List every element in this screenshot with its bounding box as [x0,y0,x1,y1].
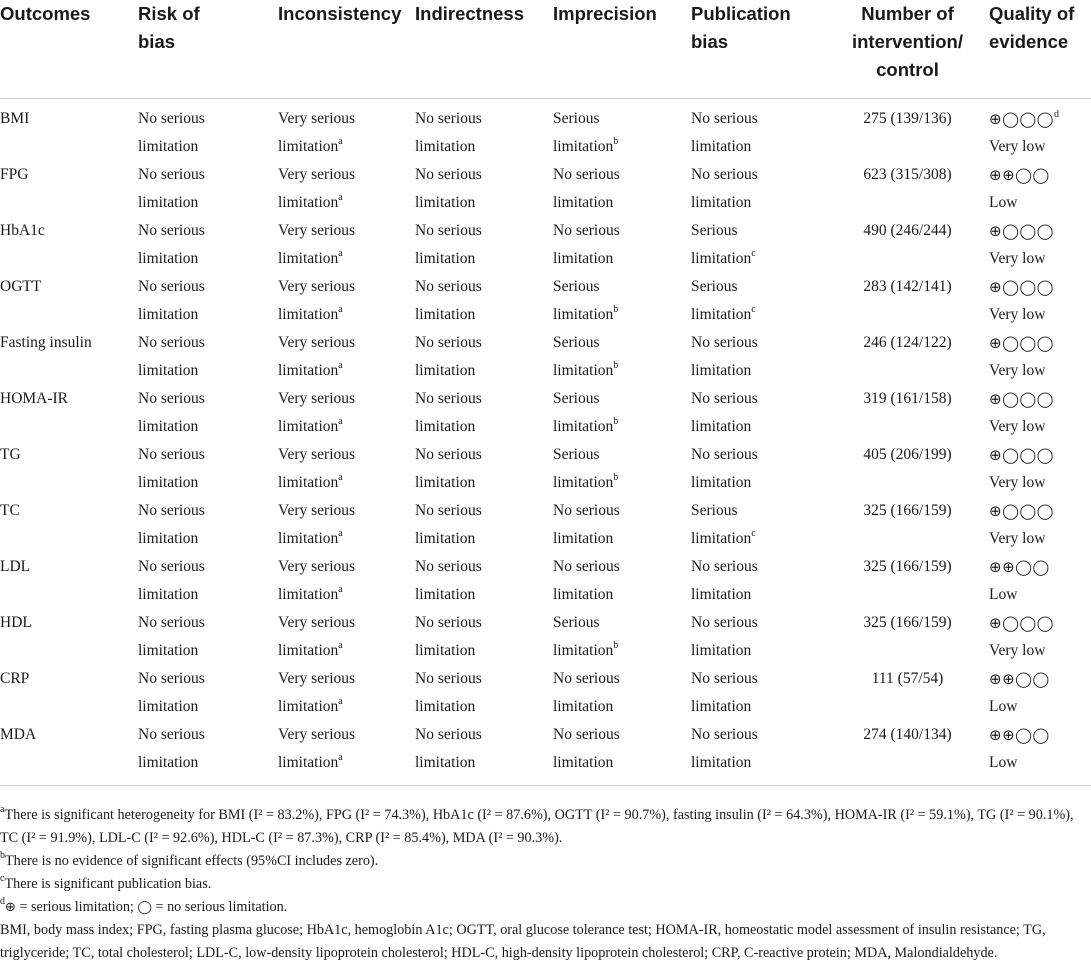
quality-cell: ⊕◯◯◯ Very low [989,614,1054,659]
footnote-mark: d [1053,108,1059,120]
imprecision-cell: Serious limitation$^b$ [553,278,619,323]
quality-cell: ⊕◯◯◯ Very low [989,502,1054,547]
table-row [0,497,1091,553]
inconsistency-cell: Very serious limitation$^a$ [278,110,356,155]
indirectness-cell: No serious limitation [415,670,482,715]
imprecision-cell: No serious limitation [553,721,691,786]
quality-symbols: ⊕⊕◯◯ [989,558,1050,576]
outcome-cell: HOMA-IR [0,390,69,407]
footnote-mark: a [338,639,343,651]
quality-symbols: ⊕◯◯◯ [989,446,1054,464]
quality-cell: ⊕⊕◯◯ Low [989,721,1091,786]
footnote-b: $^b$There is no evidence of significant effects (95%CI includes zero). [0,850,379,869]
outcome-cell: CRP [0,670,30,687]
quality-cell: ⊕◯◯◯ Very low [989,390,1054,435]
indirectness-cell: No serious limitation [415,222,482,267]
number-cell: 623 (315/308) [863,166,952,183]
quality-symbols: ⊕◯◯◯ [989,278,1054,296]
risk-of-bias-cell: No serious limitation [138,502,205,547]
footnote-mark: b [613,415,619,427]
table-row [0,217,1091,273]
number-cell: 274 (140/134) [826,721,989,786]
imprecision-cell: Serious limitation$^b$ [553,446,619,491]
header-quality: Quality of evidence [989,0,1091,99]
indirectness-cell: No serious limitation [415,278,482,323]
risk-of-bias-cell: No serious limitation [138,670,205,715]
header-row [0,0,1091,99]
header-outcomes: Outcomes [0,0,138,99]
table-row [0,385,1091,441]
quality-symbols: ⊕◯◯◯ [989,614,1054,632]
risk-of-bias-cell: No serious limitation [138,110,205,155]
quality-symbols: ⊕⊕◯◯ [989,166,1050,184]
header-number: Number of intervention/ control [826,0,989,99]
indirectness-cell: No serious limitation [415,558,482,603]
risk-of-bias-cell: No serious limitation [138,222,205,267]
table-row [0,161,1091,217]
publication-bias-cell: No serious limitation [691,558,758,603]
imprecision-cell: No serious limitation [553,670,620,715]
inconsistency-cell: Very serious limitation$^a$ [278,502,356,547]
inconsistency-cell: Very serious limitation$^a$ [278,334,356,379]
risk-of-bias-cell: No serious limitation [138,166,205,211]
indirectness-cell: No serious limitation [415,446,482,491]
quality-symbols: ⊕◯◯◯ [989,110,1054,128]
indirectness-cell: No serious limitation [415,721,553,786]
footnote-mark: a [338,527,343,539]
number-cell: 325 (166/159) [863,558,952,575]
table-row [0,665,1091,721]
number-cell: 283 (142/141) [863,278,952,295]
inconsistency-cell: Very serious limitation$^a$ [278,446,356,491]
number-cell: 319 (161/158) [863,390,952,407]
outcome-cell: TC [0,502,20,519]
outcome-cell: FPG [0,166,29,183]
outcome-cell: LDL [0,558,31,575]
header-imprecision: Imprecision [553,0,691,99]
outcome-cell: HDL [0,614,32,631]
table-row [0,329,1091,385]
header-risk-of-bias: Risk of bias [138,0,278,99]
risk-of-bias-cell: No serious limitation [138,614,205,659]
footnote-a: $^a$There is significant heterogeneity for BMI (I² = 83.2%), FPG (I² = 74.3%), HbA1c (I² = 87.6%), OGTT (I² = 90.7%), fasting insulin (I² = 64.3%), HOMA-IR (I² = 59.1%), TG (I² = 90.1%), TC (I² = 91.9%), LDL-C (I² = 92.6%), HDL-C (I² = 87.3%), CRP (I² = 85.4%), MDA (I² = 90.3%). [0,804,1074,846]
publication-bias-cell: No serious limitation [691,334,758,379]
quality-symbols: ⊕◯◯◯ [989,334,1054,352]
number-cell: 490 (246/244) [863,222,952,239]
table-body [0,99,1091,786]
risk-of-bias-cell: No serious limitation [138,446,205,491]
risk-of-bias-cell: No serious limitation [138,721,278,786]
table-row [0,273,1091,329]
quality-cell: ⊕◯◯◯ Very low [989,278,1054,323]
quality-cell: ⊕⊕◯◯ Low [989,558,1050,603]
quality-cell: ⊕◯◯◯$^d$ Very low [989,108,1059,155]
publication-bias-cell: Serious limitation$^c$ [691,278,756,323]
inconsistency-cell: Very serious limitation$^a$ [278,670,356,715]
imprecision-cell: No serious limitation [553,166,620,211]
quality-cell: ⊕⊕◯◯ Low [989,670,1050,715]
indirectness-cell: No serious limitation [415,166,482,211]
footnote-mark: a [338,751,343,763]
risk-of-bias-cell: No serious limitation [138,558,205,603]
footnote-mark: a [338,191,343,203]
abbreviations: BMI, body mass index; FPG, fasting plasma glucose; HbA1c, hemoglobin A1c; OGTT, oral glucose tolerance test; HOMA-IR, homeostatic model assessment of insulin resistance; TG, triglyceride; TC, total cholesterol; LDL-C, low-density lipoprotein cholesterol; HDL-C, high-density lipoprotein cholesterol; CRP, C-reactive protein; MDA, Malondialdehyde. [0,922,1046,961]
publication-bias-cell: No serious limitation [691,446,758,491]
table-row [0,553,1091,609]
footnote-mark: b [613,359,619,371]
inconsistency-cell: Very serious limitation$^a$ [278,222,356,267]
footnote-mark: c [751,527,756,539]
publication-bias-cell: No serious limitation [691,166,758,211]
outcome-cell: HbA1c [0,222,45,239]
publication-bias-cell: No serious limitation [691,721,826,786]
imprecision-cell: No serious limitation [553,502,620,547]
outcome-cell: MDA [0,721,138,786]
footnote-mark: c [751,303,756,315]
footnote-mark: a [338,415,343,427]
publication-bias-cell: No serious limitation [691,670,758,715]
footnote-mark: a [338,135,343,147]
table-footnotes [0,804,1091,965]
publication-bias-cell: No serious limitation [691,614,758,659]
number-cell: 325 (166/159) [863,502,952,519]
number-cell: 325 (166/159) [863,614,952,631]
number-cell: 275 (139/136) [863,110,952,127]
quality-symbols: ⊕◯◯◯ [989,222,1054,240]
quality-symbols: ⊕◯◯◯ [989,390,1054,408]
imprecision-cell: Serious limitation$^b$ [553,110,619,155]
header-publication-bias: Publication bias [691,0,826,99]
imprecision-cell: Serious limitation$^b$ [553,334,619,379]
table-row [0,721,1091,786]
risk-of-bias-cell: No serious limitation [138,390,205,435]
footnote-mark: a [338,695,343,707]
footnote-mark: a [338,359,343,371]
quality-symbols: ⊕◯◯◯ [989,502,1054,520]
table-row [0,441,1091,497]
outcome-cell: Fasting insulin [0,334,92,351]
imprecision-cell: Serious limitation$^b$ [553,614,619,659]
indirectness-cell: No serious limitation [415,110,482,155]
outcome-cell: TG [0,446,21,463]
risk-of-bias-cell: No serious limitation [138,334,205,379]
inconsistency-cell: Very serious limitation$^a$ [278,614,356,659]
table-row [0,99,1091,162]
quality-cell: ⊕◯◯◯ Very low [989,222,1054,267]
footnote-mark: c [751,247,756,259]
footnote-mark: b [613,639,619,651]
quality-cell: ⊕◯◯◯ Very low [989,446,1054,491]
indirectness-cell: No serious limitation [415,390,482,435]
quality-cell: ⊕◯◯◯ Very low [989,334,1054,379]
imprecision-cell: No serious limitation [553,558,620,603]
quality-cell: ⊕⊕◯◯ Low [989,166,1050,211]
footnote-c: $^c$There is significant publication bias. [0,873,212,892]
publication-bias-cell: Serious limitation$^c$ [691,502,756,547]
publication-bias-cell: No serious limitation [691,390,758,435]
footnote-mark: a [338,303,343,315]
footnote-mark: b [613,471,619,483]
imprecision-cell: No serious limitation [553,222,620,267]
inconsistency-cell: Very serious limitation$^a$ [278,721,415,786]
footnote-mark: a [338,247,343,259]
publication-bias-cell: No serious limitation [691,110,758,155]
quality-symbols: ⊕⊕◯◯ [989,726,1050,744]
number-cell: 246 (124/122) [863,334,952,351]
inconsistency-cell: Very serious limitation$^a$ [278,558,356,603]
footnote-mark: a [338,583,343,595]
number-cell: 111 (57/54) [871,670,944,687]
inconsistency-cell: Very serious limitation$^a$ [278,390,356,435]
indirectness-cell: No serious limitation [415,334,482,379]
outcome-cell: BMI [0,110,30,127]
indirectness-cell: No serious limitation [415,502,482,547]
risk-of-bias-cell: No serious limitation [138,278,205,323]
inconsistency-cell: Very serious limitation$^a$ [278,278,356,323]
table-row [0,609,1091,665]
publication-bias-cell: Serious limitation$^c$ [691,222,756,267]
inconsistency-cell: Very serious limitation$^a$ [278,166,356,211]
footnote-mark: a [338,471,343,483]
header-inconsistency: Inconsistency [278,0,415,99]
indirectness-cell: No serious limitation [415,614,482,659]
footnote-mark: b [613,135,619,147]
footnote-mark: b [613,303,619,315]
footnote-d: $^d$⊕ = serious limitation; ◯ = no serious limitation. [0,896,288,915]
outcome-cell: OGTT [0,278,42,295]
header-indirectness: Indirectness [415,0,553,99]
imprecision-cell: Serious limitation$^b$ [553,390,619,435]
quality-symbols: ⊕⊕◯◯ [989,670,1050,688]
number-cell: 405 (206/199) [863,446,952,463]
